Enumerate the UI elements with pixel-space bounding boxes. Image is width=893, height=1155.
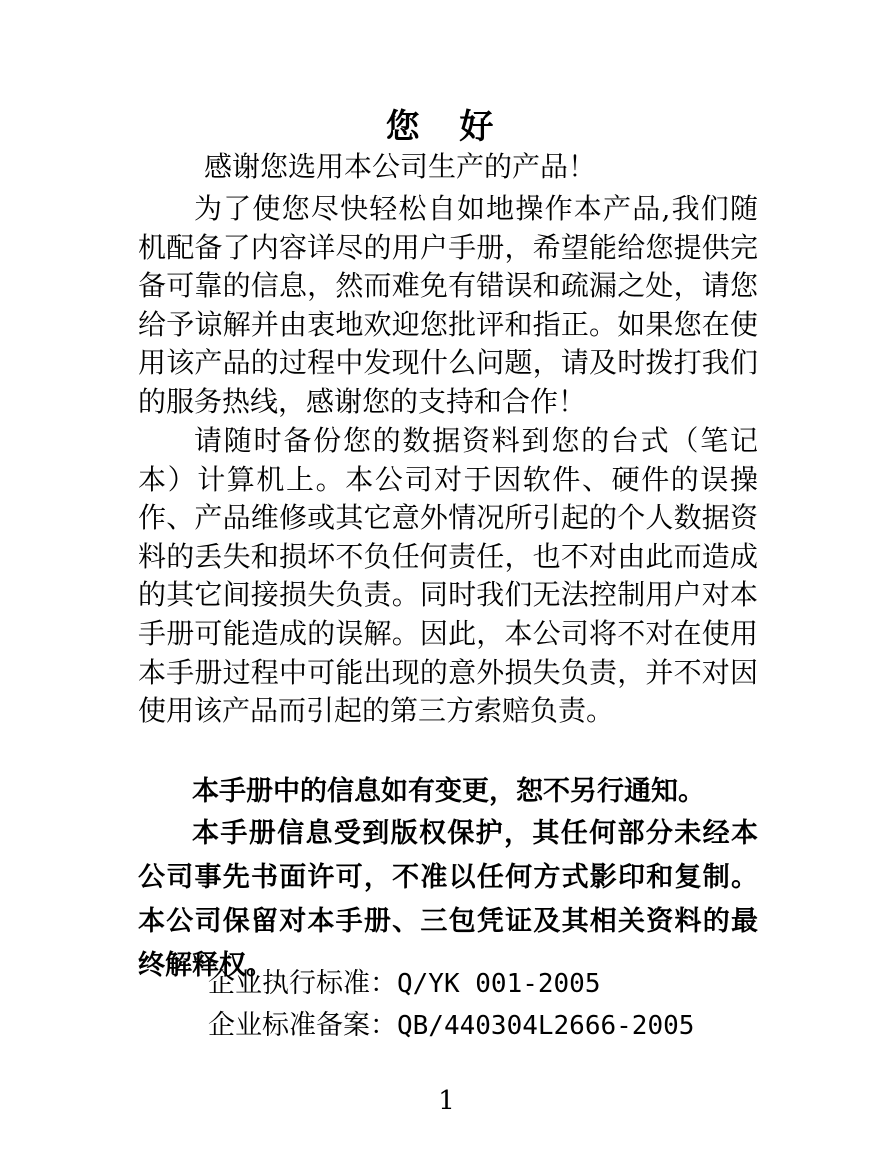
- page-number: 1: [438, 1086, 455, 1116]
- standard-record-label: 企业标准备案：: [208, 1010, 397, 1041]
- standard-record-line: [208, 1006, 694, 1046]
- change-notice-paragraph: 本手册中的信息如有变更，恕不另行通知。: [192, 776, 705, 807]
- execution-standard-line: [208, 964, 601, 1004]
- standard-record-value: QB/440304L2666-2005: [397, 1011, 695, 1041]
- thanks-paragraph: 感谢您选用本公司生产的产品！: [204, 150, 597, 183]
- page-title: 您 好: [385, 107, 508, 147]
- copyright-notice-paragraph: 本手册信息受到版权保护，其任何部分未经本公司事先书面许可，不准以任何方式影印和复制。本公司保留对本手册、三包凭证及其相关资料的最终解释权。: [138, 818, 758, 981]
- backup-notice-paragraph: 请随时备份您的数据资料到您的台式（笔记本）计算机上。本公司对于因软件、硬件的误操作、产品维修或其它意外情况所引起的个人数据资料的丢失和损坏不负任何责任，也不对由此而造成的其它间接损失负责。同时我们无法控制用户对本手册可能造成的误解。因此，本公司将不对在使用本手册过程中可能出现的意外损失负责，并不对因使用该产品而引起的第三方索赔负责。: [138, 424, 758, 728]
- execution-standard-label: 企业执行标准：: [208, 968, 397, 999]
- manual-intro-paragraph: 为了使您尽快轻松自如地操作本产品,我们随机配备了内容详尽的用户手册，希望能给您提供完备可靠的信息，然而难免有错误和疏漏之处，请您给予谅解并由衷地欢迎您批评和指正。如果您在使用该产品的过程中发现什么问题，请及时拨打我们的服务热线，感谢您的支持和合作！: [138, 192, 758, 418]
- execution-standard-value: Q/YK 001-2005: [397, 969, 601, 999]
